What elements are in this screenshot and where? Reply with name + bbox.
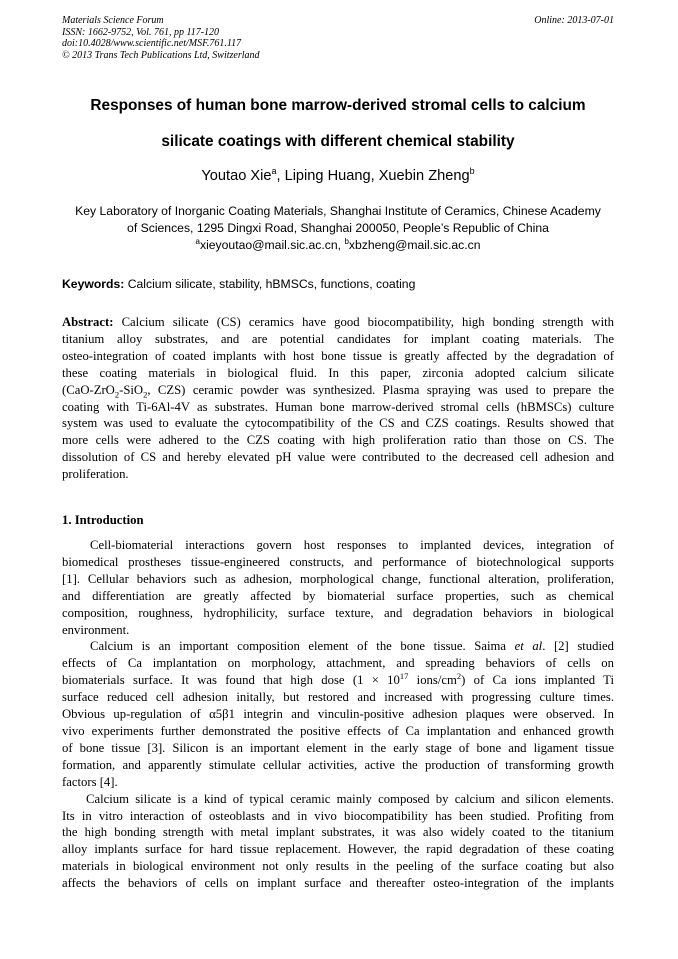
author-separator: , (276, 168, 285, 184)
author-affiliation-mark: b (469, 166, 475, 177)
paper-title (62, 88, 614, 160)
body-line: formation, and apparently stimulate cellular activities, active the production of transforming growth (62, 757, 614, 772)
online-date: Online: 2013-07-01 (534, 15, 614, 26)
introduction-body (62, 537, 614, 892)
issn-line: ISSN: 1662-9752, Vol. 761, pp 117-120 (62, 26, 220, 38)
journal-citation (62, 15, 260, 61)
body-line: alloy implants surface for hard tissue replacement. However, the rapid degradation of these coating (62, 842, 614, 857)
body-line: affects the behaviors of cells on implant surface and thereafter osteo-integration of the implants (62, 876, 614, 891)
abstract-line: (CaO-ZrO$_2$-SiO$_2$, CZS) ceramic powder was synthesized. Plasma spraying was used to prepare the (62, 382, 614, 399)
author-name: Xuebin Zheng (378, 168, 470, 184)
body-line: factors [4]. (62, 774, 118, 789)
journal-name: Materials Science Forum (62, 15, 164, 26)
abstract-line: osteo-integration of coated implants with host bone tissue is greatly affected by the degradation of (62, 348, 614, 363)
email-link[interactable]: xbzheng@mail.sic.ac.cn (348, 238, 481, 252)
author-name: Youtao Xie (201, 168, 272, 184)
abstract (62, 314, 614, 483)
affiliation-line: Key Laboratory of Inorganic Coating Materials, Shanghai Institute of Ceramics, Chinese Academy (75, 204, 601, 218)
email-line (62, 237, 614, 254)
abstract-line: titanium alloy substrates, and are potential candidates for implant coating materials. The (62, 331, 614, 346)
section-heading: 1. Introduction (62, 513, 144, 527)
body-line: biomaterials surface. It was found that high dose ($1 \times 10^{17}$ ions/$cm^2$) of Ca ions implanted Ti (62, 672, 614, 688)
abstract-line: coating with Ti-6Al-4V as substrates. Human bone marrow-derived stromal cells (hBMSCs) culture (62, 399, 614, 414)
body-line: surface reduced cell adhesion initally, but restored and increased with progressing culture times. (62, 690, 614, 705)
body-line: Calcium is an important composition element of the bone tissue. Saima et al. [2] studied (90, 639, 614, 654)
copyright-line: © 2013 Trans Tech Publications Ltd, Switzerland (62, 49, 260, 61)
paragraph (62, 791, 614, 892)
body-line: environment. (62, 622, 130, 637)
affiliation-line: of Sciences, 1295 Dingxi Road, Shanghai 200050, People’s Republic of China (127, 221, 549, 235)
paragraph (62, 537, 614, 638)
abstract-line: system was used to evaluate the cytocompatibility of the CS and CZS coatings. Results showed that (62, 416, 614, 431)
body-line: Its in vitro interaction of osteoblasts and in vivo biocompatibility has been studied. Profiting from (62, 808, 614, 823)
body-line: vivo experiments further demonstrated the positive effects of Ca implantation and enhanced growth (62, 723, 614, 738)
author-name: Liping Huang (284, 168, 371, 184)
author-list (62, 166, 614, 186)
email-mark: b (344, 236, 349, 246)
abstract-label: Abstract: (62, 315, 114, 329)
keywords-text: Calcium silicate, stability, hBMSCs, functions, coating (124, 277, 416, 291)
body-line: Calcium silicate is a kind of typical ceramic mainly composed by calcium and silicon elements. (86, 791, 614, 806)
title-line: silicate coatings with different chemical stability (161, 133, 515, 150)
abstract-line: these coating materials in biological fluid. In this paper, zirconia adopted calcium silicate (62, 365, 614, 380)
body-line: materials in biological environment not only results in the peeling of the surface coating but also (62, 859, 614, 874)
body-line: Obvious up-regulation of α5β1 integrin and vinculin-positive adhesion plaques were observed. In (62, 707, 614, 722)
title-line: Responses of human bone marrow-derived stromal cells to calcium (90, 97, 586, 114)
body-line: and differentiation are greatly affected by biomaterial surface properties, such as chemical (62, 588, 614, 603)
affiliation (62, 203, 614, 254)
body-line: effects of Ca implantation on morphology, attachment, and spreading behaviors of cells on (62, 656, 614, 671)
body-line: [1]. Cellular behaviors such as adhesion, morphological change, functional alteration, proliferation, (62, 571, 614, 586)
body-line: biomedical prostheses tissue-engineered constructs, and performance of biotechnological supports (62, 554, 614, 569)
body-line: composition, roughness, hydrophilicity, surface texture, and degradation behaviors in biological (62, 605, 614, 620)
keywords (62, 276, 614, 293)
author-separator: , (370, 168, 379, 184)
email-mark: a (195, 236, 200, 246)
email-link[interactable]: xieyoutao@mail.sic.ac.cn, (199, 238, 345, 252)
abstract-line: Abstract: Calcium silicate (CS) ceramics have good biocompatibility, high bonding strength with (62, 315, 614, 329)
doi-line: doi:10.4028/www.scientific.net/MSF.761.117 (62, 38, 242, 49)
abstract-line: proliferation. (62, 467, 129, 482)
paragraph (62, 638, 614, 790)
body-line: Cell-biomaterial interactions govern host responses to implanted devices, integration of (90, 538, 614, 552)
abstract-line: more cells were adhered to the CZS coating with high proliferation ratio than those on CS. The (62, 433, 614, 448)
abstract-line: dissolution of CS and hereby elevated pH value were contributed to the decreased cell adhesion and (62, 450, 614, 465)
keywords-label: Keywords: (62, 277, 125, 291)
author-affiliation-mark: a (271, 166, 277, 177)
body-line: the high bonding strength with metal implant substrates, it was also widely coated to the titanium (62, 825, 614, 840)
body-line: of bone tissue [3]. Silicon is an important element in the early stage of bone and ligament tissue (62, 740, 614, 755)
